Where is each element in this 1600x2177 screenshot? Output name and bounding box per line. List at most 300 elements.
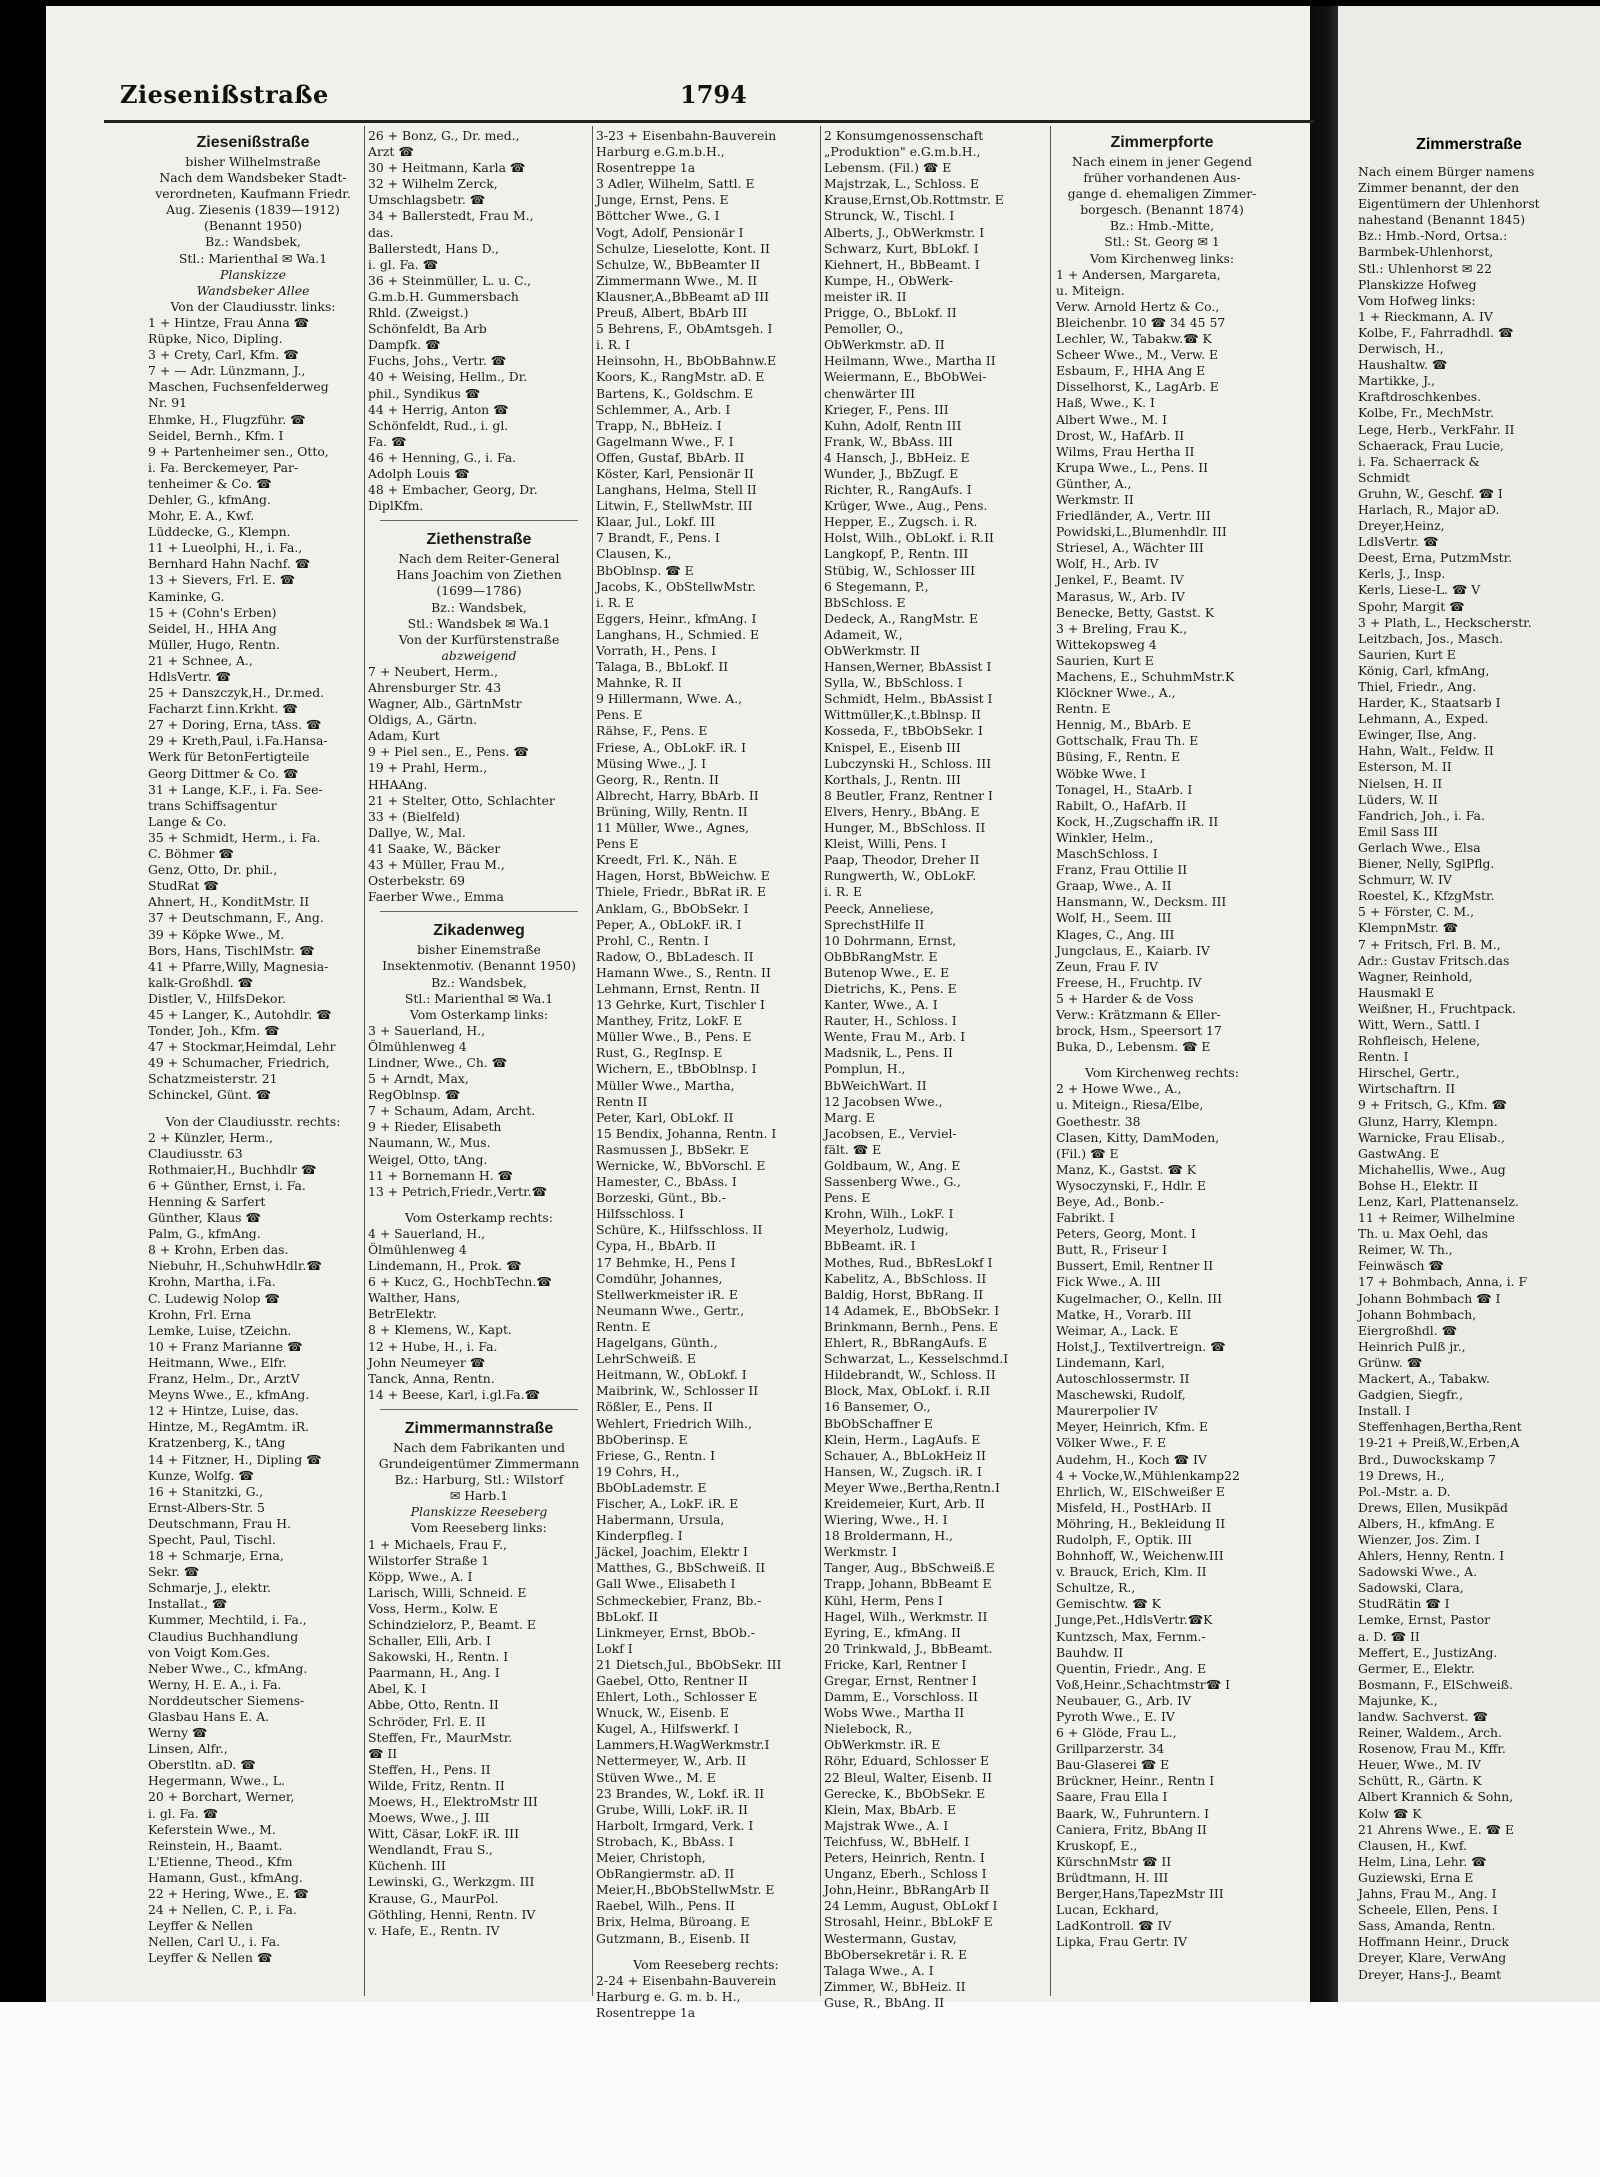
directory-entry: 19-21 + Preiß,W.,Erben,A — [1358, 1435, 1520, 1451]
directory-entry: 14 + Beese, Karl, i.gl.Fa.☎ — [368, 1386, 541, 1402]
directory-entry: Meyns Wwe., E., kfmAng. — [148, 1387, 310, 1403]
directory-entry: v. Brauck, Erich, Klm. II — [1056, 1564, 1207, 1580]
directory-entry: StudRätin ☎ I — [1358, 1596, 1450, 1612]
directory-entry: u. Miteign. — [1056, 282, 1125, 298]
directory-entry: Dehler, G., kfmAng. — [148, 491, 271, 507]
directory-entry: 13 + Petrich,Friedr.,Vertr.☎ — [368, 1183, 548, 1199]
street-info-line: borgesch. (Benannt 1874) — [1080, 202, 1244, 218]
directory-entry: 10 Dohrmann, Ernst, — [824, 932, 957, 948]
directory-entry: 31 + Lange, K.F., i. Fa. See- — [148, 781, 323, 797]
directory-entry: Friese, G., Rentn. I — [596, 1447, 716, 1463]
directory-entry: Gaebel, Otto, Rentner II — [596, 1673, 748, 1688]
street-heading: Zimmerpforte — [1110, 134, 1214, 151]
column-2 — [368, 128, 590, 1988]
directory-entry: Reiner, Waldem., Arch. — [1358, 1725, 1502, 1741]
directory-entry: Ölmühlenweg 4 — [368, 1242, 467, 1257]
directory-entry: RegOblnsp. ☎ — [368, 1087, 461, 1103]
directory-entry: 17 Behmke, H., Pens I — [596, 1254, 736, 1270]
directory-entry: Install. I — [1358, 1403, 1411, 1419]
directory-entry: Schwarzat, L., Kesselschmd.I — [824, 1351, 1009, 1367]
directory-entry: Genz, Otto, Dr. phil., — [148, 862, 278, 878]
directory-entry: 49 + Schumacher, Friedrich, — [148, 1055, 330, 1071]
directory-entry: Marg. E — [824, 1109, 875, 1125]
column-4 — [824, 128, 1046, 2010]
directory-entry: Rosentreppe 1a — [596, 160, 696, 176]
directory-entry: Pemoller, O., — [824, 321, 904, 337]
directory-entry: BbSchloss. E — [824, 594, 906, 610]
directory-entry: Hennig, M., BbArb. E — [1056, 717, 1192, 733]
directory-entry: Georg Dittmer & Co. ☎ — [148, 765, 299, 781]
directory-entry: Bleichenbr. 10 ☎ 34 45 57 — [1056, 314, 1226, 330]
directory-entry: Werkmstr. I — [824, 1544, 897, 1560]
directory-entry: Raebel, Wilh., Pens. II — [596, 1898, 735, 1914]
spacer — [148, 1104, 358, 1114]
directory-entry: 3 + Breling, Frau K., — [1056, 620, 1188, 636]
directory-entry: Oldigs, A., Gärtn. — [368, 712, 478, 728]
directory-entry: Mackert, A., Tabakw. — [1358, 1371, 1490, 1387]
directory-entry: Eigentümern der Uhlenhorst — [1358, 196, 1540, 212]
directory-entry: Stübig, W., Schlosser III — [824, 562, 975, 578]
directory-entry: Jacobs, K., ObStellwMstr. — [596, 578, 756, 594]
directory-entry: Paap, Theodor, Dreher II — [824, 852, 980, 868]
directory-entry: Lege, Herb., VerkFahr. II — [1358, 421, 1515, 437]
directory-entry: Oberstltn. aD. ☎ — [148, 1757, 256, 1773]
directory-entry: Hansmann, W., Decksm. III — [1056, 894, 1227, 910]
directory-entry: 41 Saake, W., Bäcker — [368, 840, 501, 856]
directory-entry: Werk für BetonFertigteile — [148, 749, 310, 765]
directory-entry: Moews, H., ElektroMstr III — [368, 1794, 538, 1809]
directory-entry: BbObersekretär i. R. E — [824, 1946, 968, 1962]
column-1 — [148, 128, 358, 1988]
directory-entry: Glunz, Harry, Klempn. — [1358, 1113, 1498, 1129]
directory-entry: Talaga Wwe., A. I — [824, 1962, 934, 1978]
directory-entry: Hamann Wwe., S., Rentn. II — [596, 964, 771, 980]
directory-entry: Saurien, Kurt E — [1358, 646, 1456, 662]
directory-entry: Naumann, W., Mus. — [368, 1135, 491, 1151]
directory-entry: Lokf I — [596, 1640, 633, 1656]
directory-entry: 8 + Krohn, Erben das. — [148, 1242, 289, 1258]
directory-entry: Müller Wwe., B., Pens. E — [596, 1029, 752, 1045]
directory-entry: 37 + Deutschmann, F., Ang. — [148, 910, 324, 926]
directory-entry: Niebuhr, H.,SchuhwHdlr.☎ — [148, 1258, 322, 1274]
directory-entry: Butt, R., Friseur I — [1056, 1242, 1167, 1258]
directory-entry: (Fil.) ☎ E — [1056, 1145, 1119, 1161]
directory-entry: Krause,Ernst,Ob.Rottmstr. E — [824, 192, 1004, 208]
directory-entry: Graap, Wwe., A. II — [1056, 878, 1172, 894]
directory-entry: Zimmermann Wwe., M. II — [596, 272, 758, 288]
directory-entry: Borzeski, Günt., Bb.- — [596, 1190, 726, 1206]
street-info-line: Nach einem in jener Gegend — [1071, 154, 1253, 169]
directory-entry: Hepper, E., Zugsch. i. R. — [824, 514, 978, 530]
directory-entry: 1 + Michaels, Frau F., — [368, 1536, 507, 1552]
directory-entry: Küchenh. III — [368, 1858, 446, 1874]
directory-entry: Lehmann, A., Exped. — [1358, 711, 1489, 727]
directory-entry: Harbolt, Irmgard, Verk. I — [596, 1817, 754, 1833]
column-divider — [592, 126, 593, 1996]
directory-entry: Klaar, Jul., Lokf. III — [596, 514, 716, 530]
directory-entry: Wienzer, Jos. Zim. I — [1358, 1531, 1480, 1547]
directory-entry: BetrElektr. — [368, 1306, 437, 1322]
directory-entry: 33 + (Bielfeld) — [368, 808, 460, 824]
directory-entry: 45 + Langer, K., Autohdlr. ☎ — [148, 1006, 332, 1022]
directory-entry: Brinkmann, Bernh., Pens. E — [824, 1318, 998, 1334]
directory-entry: 3-23 + Eisenbahn-Bauverein — [596, 128, 777, 143]
directory-entry: KlempnMstr. ☎ — [1358, 920, 1459, 936]
directory-entry: Pyroth Wwe., E. IV — [1056, 1709, 1175, 1724]
directory-entry: Bohse H., Elektr. II — [1358, 1177, 1478, 1193]
street-info-line: abzweigend — [441, 647, 517, 663]
directory-entry: Schüre, K., Hilfsschloss. II — [596, 1222, 763, 1238]
directory-entry: 14 + Fitzner, H., Dipling ☎ — [148, 1451, 322, 1467]
directory-entry: Wilde, Fritz, Rentn. II — [368, 1777, 505, 1793]
directory-entry: Frank, W., BbAss. III — [824, 433, 953, 449]
directory-entry: Johann Bohmbach ☎ I — [1358, 1290, 1501, 1306]
street-info-line: Von der Claudiusstr. links: — [170, 298, 336, 314]
directory-entry: Nellen, Carl U., i. Fa. — [148, 1934, 281, 1950]
directory-entry: Damm, E., Vorschloss. II — [824, 1689, 978, 1705]
directory-entry: Fandrich, Joh., i. Fa. — [1358, 807, 1485, 823]
directory-entry: Harburg e.G.m.b.H., — [596, 144, 725, 160]
directory-entry: ObWerkmstr. aD. II — [824, 337, 945, 353]
directory-entry: Strunck, W., Tischl. I — [824, 208, 955, 224]
directory-entry: 9 + Fritsch, G., Kfm. ☎ — [1358, 1097, 1507, 1113]
directory-entry: Kugelmacher, O., Kelln. III — [1056, 1290, 1222, 1306]
facing-page-column — [1358, 164, 1598, 1994]
street-heading-zimmerstrasse: Zimmerstraße — [1416, 136, 1522, 153]
directory-entry: Striesel, A., Wächter III — [1056, 540, 1204, 556]
directory-entry: v. Hafe, E., Rentn. IV — [368, 1922, 500, 1938]
directory-entry: Manz, K., Gastst. ☎ K — [1056, 1161, 1196, 1177]
directory-entry: 11 + Lueolphi, H., i. Fa., — [148, 540, 303, 556]
directory-entry: Distler, V., HilfsDekor. — [148, 990, 286, 1006]
directory-entry: Feinwäsch ☎ — [1358, 1258, 1444, 1274]
directory-entry: 17 + Bohmbach, Anna, i. F — [1358, 1274, 1528, 1290]
directory-entry: Schmurr, W. IV — [1358, 872, 1452, 888]
street-info-line: Nach dem Reiter-General — [398, 551, 560, 567]
directory-entry: Zimmer, W., BbHeiz. II — [824, 1978, 966, 1994]
street-info-line: Von der Kurfürstenstraße — [398, 631, 560, 647]
directory-entry: Müller, Hugo, Rentn. — [148, 636, 280, 652]
directory-entry: 15 + (Cohn's Erben) — [148, 604, 277, 620]
directory-entry: 3 + Plath, L., Heckscherstr. — [1358, 614, 1532, 630]
directory-entry: Schröder, Frl. E. II — [368, 1713, 486, 1729]
column-divider — [1050, 126, 1051, 1996]
directory-entry: 7 + Schaum, Adam, Archt. — [368, 1103, 536, 1119]
directory-entry: HHAAng. — [368, 776, 428, 792]
directory-entry: Weigel, Otto, tAng. — [368, 1151, 488, 1167]
street-info-line: Vom Reeseberg rechts: — [633, 1956, 779, 1972]
street-info-line: Vom Reeseberg links: — [411, 1520, 547, 1536]
directory-entry: Claudius Buchhandlung — [148, 1628, 299, 1644]
directory-entry: Wendlandt, Frau S., — [368, 1842, 493, 1858]
street-info-line: Vom Osterkamp rechts: — [405, 1209, 553, 1225]
directory-entry: Büsing, F., Rentn. E — [1056, 749, 1181, 765]
directory-entry: 11 + Bornemann H. ☎ — [368, 1167, 513, 1183]
directory-entry: Lange & Co. — [148, 813, 227, 829]
directory-entry: Peters, Georg, Mont. I — [1056, 1226, 1196, 1242]
directory-entry: phil., Syndikus ☎ — [368, 385, 481, 401]
directory-entry: Esterson, M. II — [1358, 759, 1452, 775]
street-info-line: Insektenmotiv. (Benannt 1950) — [382, 958, 576, 974]
directory-entry: Sass, Amanda, Rentn. — [1358, 1918, 1496, 1934]
directory-entry: Helm, Lina, Lehr. ☎ — [1358, 1853, 1487, 1869]
directory-entry: StudRat ☎ — [148, 878, 219, 894]
directory-entry: Möhring, H., Bekleidung II — [1056, 1515, 1226, 1531]
directory-entry: Dampfk. ☎ — [368, 337, 441, 353]
column-divider — [364, 126, 365, 1996]
directory-entry: Klein, Herm., LagAufs. E — [824, 1431, 981, 1447]
directory-entry: Maurerpolier IV — [1056, 1403, 1158, 1419]
directory-entry: 9 Hillermann, Wwe. A., — [596, 691, 743, 707]
directory-entry: Maschewski, Rudolf, — [1056, 1387, 1186, 1403]
directory-entry: Matthes, G., BbSchweiß. II — [596, 1560, 766, 1576]
directory-entry: Scheele, Ellen, Pens. I — [1358, 1902, 1498, 1918]
directory-entry: Kaminke, G. — [148, 588, 225, 604]
directory-entry: Brückner, Heinr., Rentn I — [1056, 1773, 1215, 1789]
directory-entry: C. Ludewig Nolop ☎ — [148, 1290, 280, 1306]
directory-entry: Wysoczynski, F., Hdlr. E — [1056, 1177, 1207, 1193]
directory-entry: Schultze, R., — [1056, 1580, 1136, 1596]
directory-entry: Kanter, Wwe., A. I — [824, 997, 938, 1013]
directory-entry: Brd., Duwockskamp 7 — [1358, 1451, 1496, 1467]
directory-entry: Adolph Louis ☎ — [368, 465, 470, 481]
directory-entry: Meyer Wwe.,Bertha,Rentn.I — [824, 1479, 1000, 1495]
directory-entry: Lüddecke, G., Klempn. — [148, 524, 291, 540]
street-info-line: Bz.: Wandsbek, — [431, 599, 527, 615]
directory-entry: Baldig, Horst, BbRang. II — [824, 1286, 984, 1302]
directory-entry: Faerber Wwe., Emma — [368, 889, 504, 905]
directory-entry: Majunke, K., — [1358, 1692, 1438, 1708]
directory-entry: Krause, G., MaurPol. — [368, 1890, 499, 1906]
directory-entry: 13 + Sievers, Frl. E. ☎ — [148, 572, 296, 588]
directory-entry: Linkmeyer, Ernst, BbOb.- — [596, 1624, 755, 1640]
directory-entry: u. Miteign., Riesa/Elbe, — [1056, 1097, 1204, 1113]
directory-entry: Talaga, B., BbLokf. II — [596, 659, 729, 675]
directory-entry: Martikke, J., — [1358, 373, 1436, 389]
directory-entry: Bohnhoff, W., Weichenw.III — [1056, 1548, 1224, 1564]
directory-entry: Ehlert, R., BbRangAufs. E — [824, 1335, 987, 1351]
directory-entry: Zimmer benannt, der den — [1358, 180, 1520, 196]
directory-entry: Dreyer,Heinz, — [1358, 518, 1445, 534]
directory-entry: Kummer, Mechtild, i. Fa., — [148, 1612, 307, 1628]
directory-entry: Schwarz, Kurt, BbLokf. I — [824, 240, 979, 256]
directory-entry: Wolf, H., Arb. IV — [1056, 556, 1159, 572]
directory-entry: Beye, Ad., Bonb.- — [1056, 1194, 1164, 1209]
directory-entry: Rähse, F., Pens. E — [596, 723, 708, 739]
directory-entry: Derwisch, H., — [1358, 341, 1444, 357]
directory-entry: Schönfeldt, Ba Arb — [368, 321, 487, 337]
directory-entry: Wehlert, Friedrich Wilh., — [596, 1415, 752, 1431]
directory-entry: Wilms, Frau Hertha II — [1056, 443, 1195, 459]
directory-entry: 19 Cohrs, H., — [596, 1463, 680, 1479]
directory-entry: Müsing Wwe., J. I — [596, 755, 707, 771]
directory-entry: Rungwerth, W., ObLokF. — [824, 868, 977, 884]
directory-entry: 1 + Hintze, Frau Anna ☎ — [148, 314, 310, 330]
directory-entry: 12 Jacobsen Wwe., — [824, 1093, 943, 1109]
directory-entry: Göthling, Henni, Rentn. IV — [368, 1906, 536, 1922]
directory-entry: Wirtschaftrn. II — [1358, 1081, 1456, 1097]
directory-entry: Leyffer & Nellen — [148, 1918, 253, 1934]
directory-entry: Wolf, H., Seem. III — [1056, 910, 1172, 926]
directory-entry: Westermann, Gustav, — [824, 1930, 957, 1946]
directory-entry: Ehlert, Loth., Schlosser E — [596, 1689, 758, 1705]
directory-entry: Nettermeyer, W., Arb. II — [596, 1753, 747, 1769]
facing-page — [1338, 6, 1600, 2002]
directory-entry: Gutzmann, B., Eisenb. II — [596, 1930, 750, 1946]
directory-entry: Litwin, F., StellwMstr. III — [596, 498, 753, 514]
directory-entry: Harlach, R., Major aD. — [1358, 501, 1500, 517]
directory-entry: Lewinski, G., Werkzgm. III — [368, 1874, 535, 1890]
directory-entry: Kolbe, Fr., MechMstr. — [1358, 405, 1494, 421]
directory-entry: 15 Bendix, Johanna, Rentn. I — [596, 1125, 777, 1141]
directory-entry: Teichfuss, W., BbHelf. I — [824, 1833, 970, 1849]
directory-entry: Köpp, Wwe., A. I — [368, 1568, 473, 1584]
directory-entry: Pens. E — [824, 1190, 871, 1206]
directory-entry: Elvers, Henry., BbAng. E — [824, 803, 980, 819]
directory-entry: Gottschalk, Frau Th. E — [1056, 733, 1199, 749]
directory-entry: Vom Hofweg links: — [1358, 292, 1476, 308]
directory-entry: Kruskopf, E., — [1056, 1837, 1138, 1853]
directory-entry: 21 Ahrens Wwe., E. ☎ E — [1358, 1821, 1514, 1837]
directory-entry: BbBeamt. iR. I — [824, 1238, 916, 1254]
directory-entry: 12 + Hintze, Luise, das. — [148, 1403, 299, 1419]
directory-entry: Fa. ☎ — [368, 433, 407, 449]
directory-entry: Werny, H. E. A., i. Fa. — [148, 1676, 282, 1692]
street-heading: Zikadenweg — [433, 922, 525, 940]
directory-entry: Jäckel, Joachim, Elektr I — [596, 1544, 748, 1560]
directory-entry: G.m.b.H. Gummersbach — [368, 288, 519, 304]
header-rule — [104, 120, 1314, 123]
spacer — [596, 1947, 816, 1957]
directory-entry: Berger,Hans,TapezMstr III — [1056, 1886, 1224, 1902]
directory-entry: 5 + Förster, C. M., — [1358, 904, 1475, 920]
directory-entry: Lindemann, Karl, — [1056, 1354, 1165, 1370]
directory-entry: Emil Sass III — [1358, 823, 1438, 839]
directory-entry: 8 Beutler, Franz, Rentner I — [824, 787, 993, 803]
directory-entry: ObWerkmstr. iR. E — [824, 1737, 941, 1753]
directory-entry: Reinstein, H., Baamt. — [148, 1837, 283, 1853]
street-info-line: Stl.: Wandsbek ✉ Wa.1 — [407, 615, 551, 631]
directory-entry: Heinsohn, H., BbObBahnw.E — [596, 353, 777, 369]
directory-entry: Clausen, H., Kwf. — [1358, 1837, 1467, 1853]
directory-entry: Hagel, Wilh., Werkmstr. II — [824, 1608, 988, 1624]
directory-entry: Witt, Wern., Sattl. I — [1358, 1016, 1480, 1032]
directory-entry: Schulze, W., BbBeamter II — [596, 256, 761, 272]
directory-entry: Glasbau Hans E. A. — [148, 1709, 270, 1724]
directory-entry: Misfeld, H., PostHArb. II — [1056, 1499, 1212, 1515]
directory-entry: Albrecht, Harry, BbArb. II — [596, 787, 759, 803]
street-info-line: Von der Claudiusstr. rechts: — [165, 1113, 341, 1129]
directory-entry: Osterbekstr. 69 — [368, 873, 466, 889]
directory-entry: i. Fa. Berckemeyer, Par- — [148, 459, 299, 475]
directory-entry: Lindemann, H., Prok. ☎ — [368, 1258, 522, 1274]
directory-entry: Schinckel, Günt. ☎ — [148, 1087, 272, 1103]
directory-entry: Hahn, Walt., Feldw. II — [1358, 743, 1494, 759]
directory-entry: Comdühr, Johannes, — [596, 1270, 723, 1286]
directory-entry: Palm, G., kfmAng. — [148, 1226, 261, 1242]
directory-entry: 16 + Stanitzki, G., — [148, 1483, 264, 1499]
directory-entry: Bors, Hans, TischlMstr. ☎ — [148, 942, 315, 958]
spacer — [1056, 1055, 1268, 1065]
directory-entry: Planskizze Hofweg — [1358, 276, 1477, 292]
directory-entry: ObRangiermstr. aD. II — [596, 1866, 735, 1882]
directory-entry: Tanck, Anna, Rentn. — [368, 1370, 495, 1386]
directory-entry: Saurien, Kurt E — [1056, 652, 1154, 668]
directory-entry: Lehmann, Ernst, Rentn. II — [596, 980, 760, 996]
directory-entry: Schmidt, Helm., BbAssist I — [824, 691, 993, 707]
directory-entry: Rohfleisch, Helene, — [1358, 1033, 1481, 1049]
directory-entry: 19 Drews, H., — [1358, 1467, 1445, 1483]
directory-entry: Gemischtw. ☎ K — [1056, 1596, 1161, 1612]
directory-entry: 24 Lemm, August, ObLokf I — [824, 1898, 998, 1914]
directory-entry: Peeck, Anneliese, — [824, 900, 934, 916]
directory-entry: Friedländer, A., Vertr. III — [1056, 508, 1211, 524]
directory-entry: Heitmann, W., ObLokf. I — [596, 1367, 747, 1383]
street-info-line: Wandsbeker Allee — [196, 282, 310, 298]
directory-entry: Larisch, Willi, Schneid. E — [368, 1584, 527, 1600]
directory-entry: Rentn. E — [596, 1318, 651, 1334]
directory-entry: Lemke, Ernst, Pastor — [1358, 1612, 1491, 1628]
directory-entry: Klausner,A.,BbBeamt aD III — [596, 288, 770, 304]
directory-entry: Voß,Heinr.,Schachtmstr☎ I — [1056, 1676, 1230, 1692]
directory-entry: Wente, Frau M., Arb. I — [824, 1029, 966, 1045]
directory-entry: Kinderpfleg. I — [596, 1528, 683, 1544]
directory-entry: 3 Adler, Wilhelm, Sattl. E — [596, 176, 755, 192]
directory-entry: König, Carl, kfmAng, — [1358, 662, 1490, 678]
section-divider — [380, 520, 578, 521]
directory-entry: Tonder, Joh., Kfm. ☎ — [148, 1023, 280, 1039]
directory-entry: Stüven Wwe., M. E — [596, 1769, 716, 1785]
directory-entry: Wagner, Reinhold, — [1358, 968, 1473, 984]
directory-entry: Wichern, E., tBbOblnsp. I — [596, 1061, 757, 1077]
street-info-line: Stl.: Marienthal ✉ Wa.1 — [404, 990, 554, 1006]
directory-entry: trans Schiffsagentur — [148, 797, 277, 813]
directory-entry: Hamester, C., BbAss. I — [596, 1174, 737, 1190]
directory-entry: Klages, C., Ang. III — [1056, 926, 1175, 942]
directory-entry: Lipka, Frau Gertr. IV — [1056, 1934, 1188, 1950]
directory-entry: Mothes, Rud., BbResLokf I — [824, 1254, 993, 1270]
directory-entry: Warnicke, Frau Elisab., — [1358, 1129, 1505, 1145]
directory-entry: Dietrichs, K., Pens. E — [824, 980, 957, 996]
directory-entry: Strosahl, Heinr., BbLokF E — [824, 1914, 993, 1930]
directory-entry: i. R. I — [596, 337, 630, 353]
directory-entry: Pol.-Mstr. a. D. — [1358, 1483, 1451, 1499]
directory-entry: Rasmussen J., BbSekr. E — [596, 1141, 749, 1157]
directory-entry: Schaller, Elli, Arb. I — [368, 1633, 491, 1649]
directory-entry: Steffen, H., Pens. II — [368, 1761, 491, 1777]
street-heading: Ziesenißstraße — [196, 134, 310, 151]
directory-entry: Peper, A., ObLokF. iR. I — [596, 916, 742, 932]
directory-entry: Harder, K., Staatsarb I — [1358, 695, 1501, 711]
directory-entry: Völker Wwe., F. E — [1056, 1435, 1167, 1451]
directory-entry: Seidel, Bernh., Kfm. I — [148, 427, 284, 443]
column-3 — [596, 128, 816, 2020]
directory-entry: 6 + Günther, Ernst, i. Fa. — [148, 1177, 306, 1193]
directory-entry: Wiering, Wwe., H. I — [824, 1512, 948, 1528]
directory-entry: Kolw ☎ K — [1358, 1805, 1422, 1821]
directory-entry: Schlemmer, A., Arb. I — [596, 401, 731, 417]
directory-entry: Quentin, Friedr., Ang. E — [1056, 1660, 1207, 1676]
page-number: 1794 — [680, 80, 747, 109]
directory-entry: 2-24 + Eisenbahn-Bauverein — [596, 1972, 777, 1988]
directory-entry: Kunze, Wolfg. ☎ — [148, 1467, 254, 1483]
street-info-line: Bz.: Wandsbek, — [205, 234, 301, 250]
directory-entry: Heilmann, Wwe., Martha II — [824, 353, 996, 369]
directory-entry: Klein, Max, BbArb. E — [824, 1801, 957, 1817]
directory-entry: a. D. ☎ II — [1358, 1628, 1420, 1644]
directory-entry: Verw. Arnold Hertz & Co., — [1056, 298, 1220, 314]
directory-entry: 20 + Borchart, Werner, — [148, 1789, 295, 1805]
